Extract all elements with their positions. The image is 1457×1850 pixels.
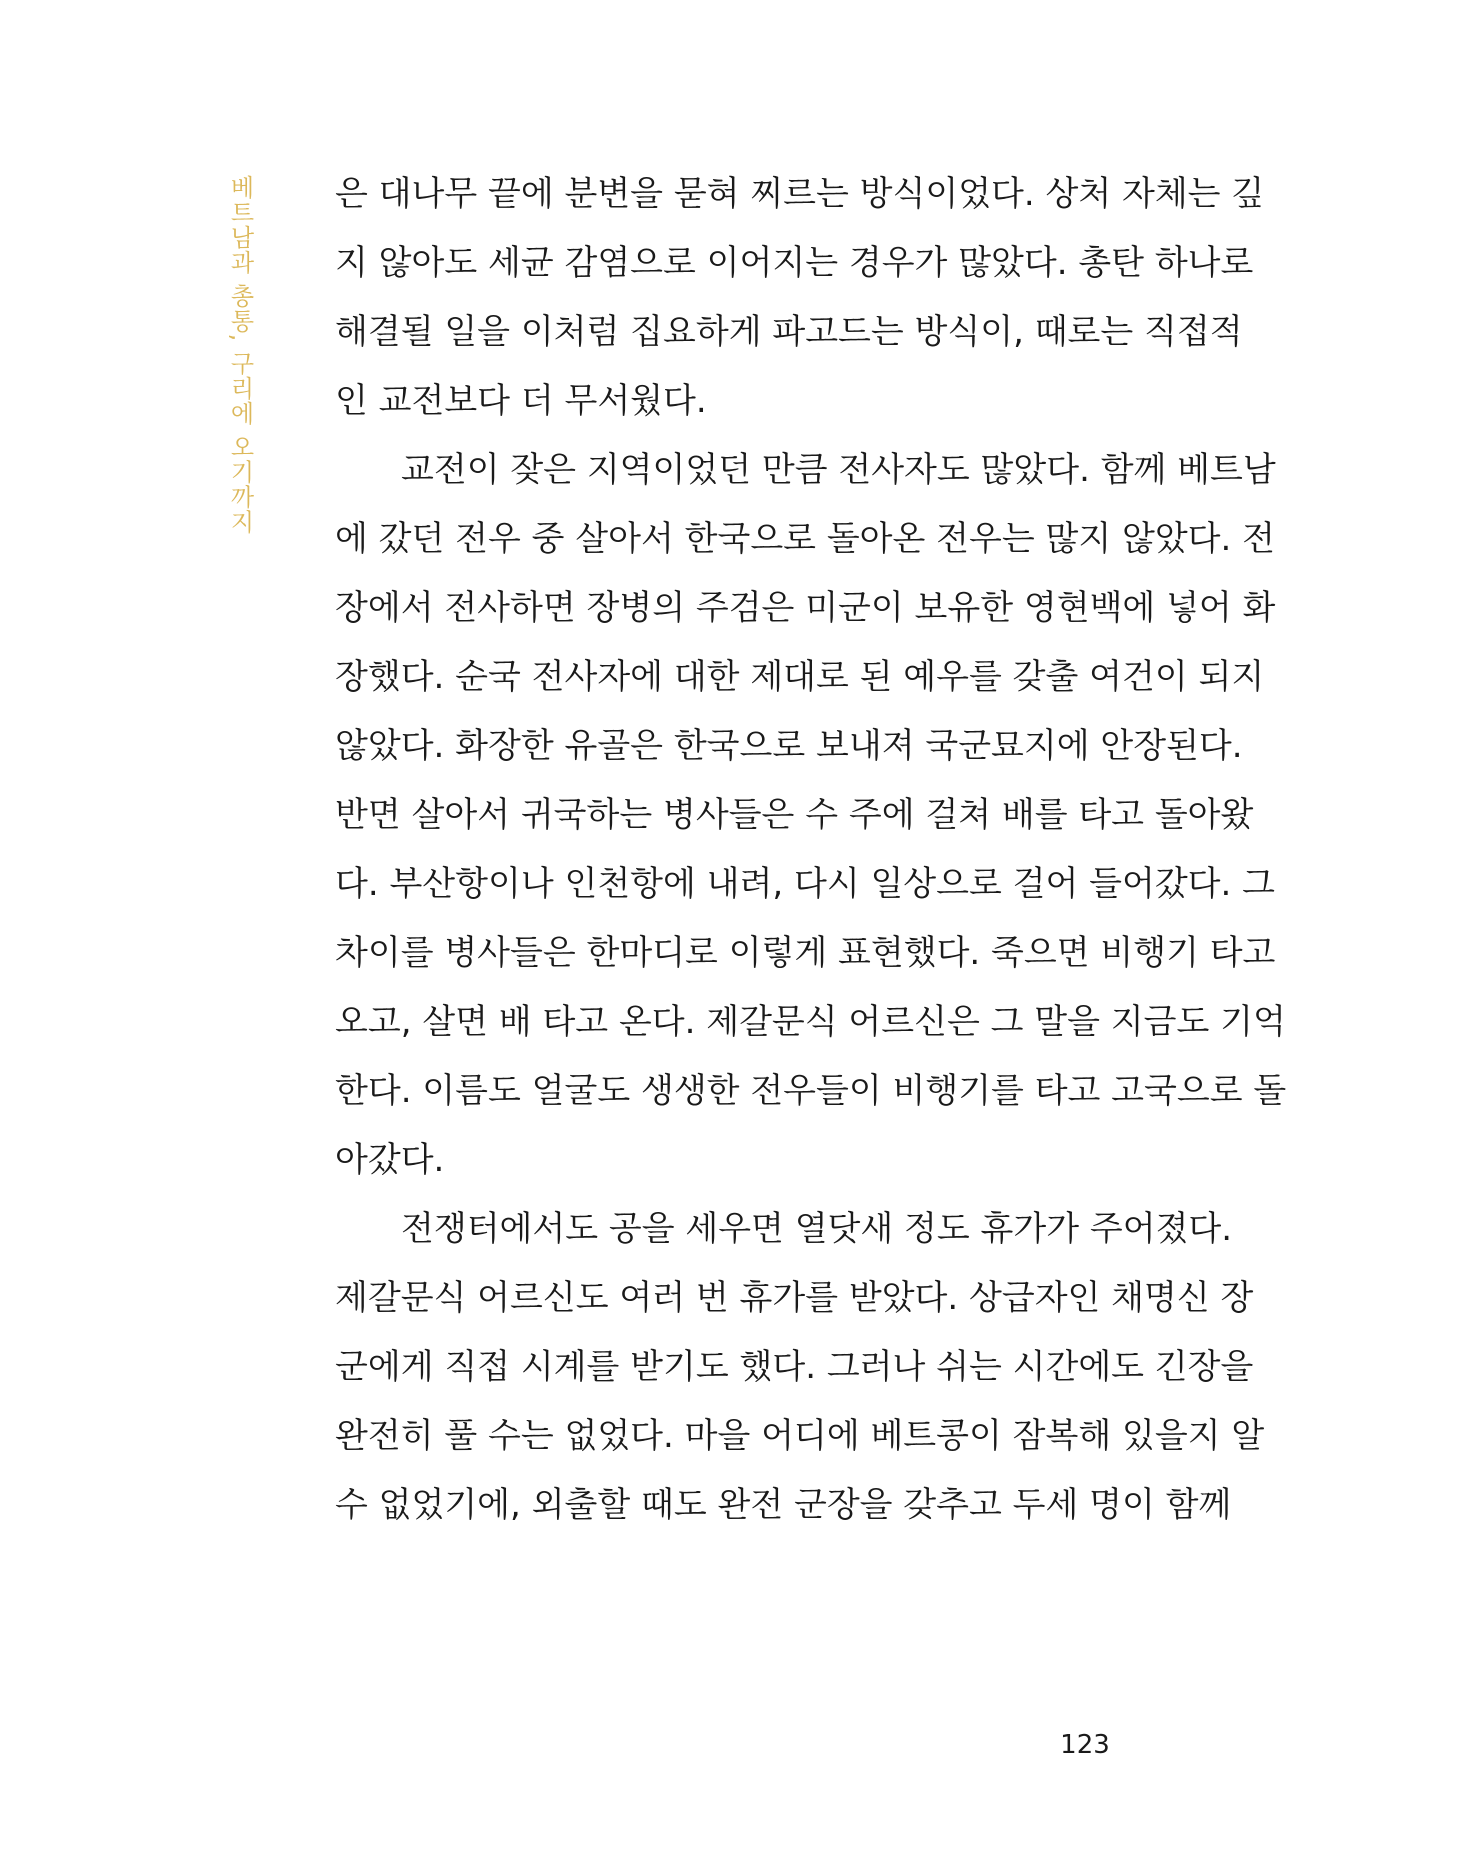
text-line: 전쟁터에서도 공을 세우면 열닷새 정도 휴가가 주어졌다. xyxy=(401,1209,1233,1249)
running-header: 베트남과 총통, 구리에 오기까지 xyxy=(226,175,254,535)
text-line: 교전이 잦은 지역이었던 만큼 전사자도 많았다. 함께 베트남 xyxy=(401,450,1276,490)
text-line: 제갈문식 어르신도 여러 번 휴가를 받았다. 상급자인 채명신 장 xyxy=(335,1278,1254,1318)
text-line: 완전히 풀 수는 없었다. 마을 어디에 베트콩이 잠복해 있을지 알 xyxy=(335,1416,1265,1456)
text-line: 반면 살아서 귀국하는 병사들은 수 주에 걸쳐 배를 타고 돌아왔 xyxy=(335,795,1254,835)
text-line: 아갔다. xyxy=(335,1140,445,1180)
text-line: 군에게 직접 시계를 받기도 했다. 그러나 쉬는 시간에도 긴장을 xyxy=(335,1347,1254,1387)
page-number: 123 xyxy=(1060,1730,1110,1760)
text-line: 장했다. 순국 전사자에 대한 제대로 된 예우를 갖출 여건이 되지 xyxy=(335,657,1265,697)
text-line: 장에서 전사하면 장병의 주검은 미군이 보유한 영현백에 넣어 화 xyxy=(335,588,1276,628)
text-line: 한다. 이름도 얼굴도 생생한 전우들이 비행기를 타고 고국으로 돌 xyxy=(335,1071,1287,1111)
body-text xyxy=(335,160,1287,1540)
text-line: 오고, 살면 배 타고 온다. 제갈문식 어르신은 그 말을 지금도 기억 xyxy=(335,1002,1286,1042)
text-line: 은 대나무 끝에 분변을 묻혀 찌르는 방식이었다. 상처 자체는 깊 xyxy=(335,174,1265,214)
text-line: 에 갔던 전우 중 살아서 한국으로 돌아온 전우는 많지 않았다. 전 xyxy=(335,519,1275,559)
text-line: 않았다. 화장한 유골은 한국으로 보내져 국군묘지에 안장된다. xyxy=(335,726,1243,766)
text-line: 해결될 일을 이처럼 집요하게 파고드는 방식이, 때로는 직접적 xyxy=(335,312,1243,352)
text-line: 차이를 병사들은 한마디로 이렇게 표현했다. 죽으면 비행기 타고 xyxy=(335,933,1276,973)
text-line: 인 교전보다 더 무서웠다. xyxy=(335,381,707,421)
text-line: 지 않아도 세균 감염으로 이어지는 경우가 많았다. 총탄 하나로 xyxy=(335,243,1254,283)
text-line: 다. 부산항이나 인천항에 내려, 다시 일상으로 걸어 들어갔다. 그 xyxy=(335,864,1275,904)
text-line: 수 없었기에, 외출할 때도 완전 군장을 갖추고 두세 명이 함께 xyxy=(335,1485,1232,1525)
